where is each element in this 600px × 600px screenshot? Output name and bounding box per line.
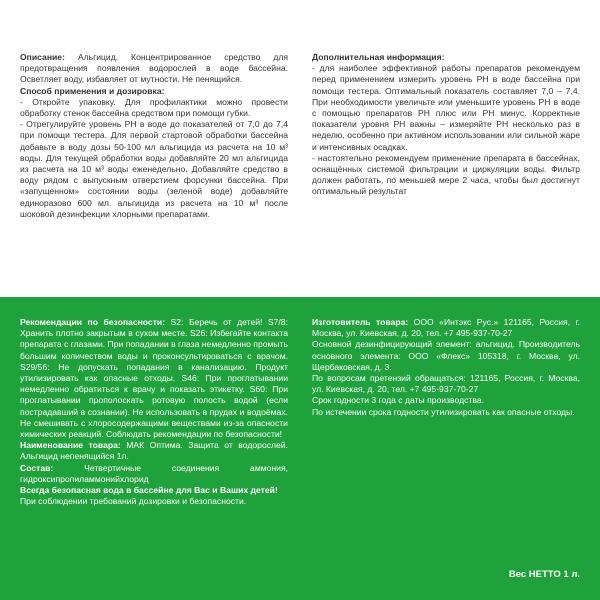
slogan-note: При соблюдении требований дозировки и безопасности. — [20, 496, 247, 507]
product-name-label: Наименование товара: — [20, 440, 121, 451]
description-text: Альгицид. Концентрированное средство для предотвращения появления водорослей в воде бассейна. Осветляет воду, избавляет от мутности. Не пенящийся. — [20, 52, 288, 85]
right-column-bottom — [312, 317, 580, 418]
safety-paragraph — [20, 317, 288, 440]
description-paragraph — [20, 52, 288, 86]
manufacturer-line-4: По истечении срока годности утилизировать как опасные отходы. — [312, 406, 575, 417]
usage-line-1: - Откройте упаковку. Для профилактики можно провести обработку стенок бассейна средством при помощи губки. — [20, 96, 288, 119]
additional-line-2: - настоятельно рекомендуем применение препарата в бассейнах, оснащённых системой фильтрации и циркуляции воды. Фильтр должен работать, по меньшей мере 2 часа, чтобы был достигнут оптимальный результат — [312, 152, 580, 197]
safety-label: Рекомендации по безопасности: — [20, 317, 166, 327]
green-section — [0, 297, 600, 600]
manufacturer-line-3: Срок годности 3 года с даты производства. — [312, 395, 484, 406]
manufacturer-paragraph — [312, 317, 580, 339]
white-section — [0, 0, 600, 297]
manufacturer-label: Изготовитель товара: — [312, 317, 409, 327]
left-column-bottom — [20, 317, 288, 507]
safety-text: S2: Беречь от детей! S7/8: Хранить плотно закрытым в сухом месте. S26: Избегайте контакта препарата с глазами. При попадании в глаза немедленно промыть большим количеством воды и проконсультироваться с врачом. S29/56: Не допускать попадания в канализацию. Продукт утилизировать как опасные отходы. S46: При проглатывании немедленно обратиться к врачу и показать этикетку. S60: При проглатывании прополоскать ротовую полость водой (если пострадавший в сознании). Не использовать в прудах и водоёмах. Не смешивать с хлоросодержащими веществами из-за опасности химических реакций. Соблюдать рекомендации по безопасности! — [20, 317, 288, 440]
composition-text: Четвертичные соединения аммония, гидроксипропиламмонийхлорид — [20, 462, 288, 484]
product-name-text: МАК Оптима. Защита от водорослей. Альгицид непенящийся 1л. — [20, 440, 288, 462]
left-column-top — [20, 52, 288, 220]
right-column-top — [312, 52, 580, 198]
manufacturer-text: ООО «Интэкс Рус.» 121165, Россия, г. Москва, ул. Киевская, д. 20, тел. +7 495-937-70-27 — [312, 317, 581, 339]
usage-line-2: - Отрегулируйте уровень PH в воде до показателей от 7,0 до 7,4 при помощи тестера. Для первой стартовой обработки бассейна добавьте в воду дозы 50-100 мл альгицида из расчета на 10 м³ воды. Для текущей обработки воды добавляйте 20 мл альгицида из расчета на 10 м³ воды еженедельно. Добавляйте средство в воду рядом с выпускным отверстием форсунки бассейна. При «запущенном» состоянии воды (зеленой воде) добавляйте единоразово 600 мл. альгицида из расчета на 10 м³ после шоковой дезинфекции хлорными препаратами. — [20, 119, 288, 219]
description-label: Описание: — [20, 52, 65, 62]
composition-paragraph — [20, 463, 288, 485]
additional-title: Дополнительная информация: — [312, 52, 445, 62]
product-name-paragraph — [20, 440, 288, 462]
manufacturer-line-2: По вопросам претензий обращаться: 121165, Россия, г. Москва, ул. Киевская, д. 20, тел. +7 495-937-70-27 — [312, 373, 580, 395]
manufacturer-line-1: Основной дезинфицирующий элемент: альгицид. Производитель основного элемента: ООО «Флекс» 105318, г. Москва, ул. Щербаковская, д. 3. — [312, 339, 580, 372]
composition-label: Состав: — [20, 462, 54, 473]
usage-title: Способ применения и дозировка: — [20, 85, 165, 96]
additional-line-1: - для наиболее эффективной работы препаратов рекомендуем перед применением измерить уровень PH в воде бассейна при помощи тестера. Оптимальный показатель составляет 7,0 – 7,4. При необходимости увеличьте или уменьшите уровень PH в воде с помощью препаратов PH плюс или PH минус. Корректные показатели уровня PH важны – измеряйте PH несколько раз в неделю, особенно при активном использовании или сильной жаре и интенсивных осадках. — [312, 63, 580, 152]
slogan: Всегда безопасная вода в бассейне для Вас и Ваших детей! — [20, 485, 278, 496]
net-weight: Вес НЕТТО 1 л. — [508, 569, 580, 580]
